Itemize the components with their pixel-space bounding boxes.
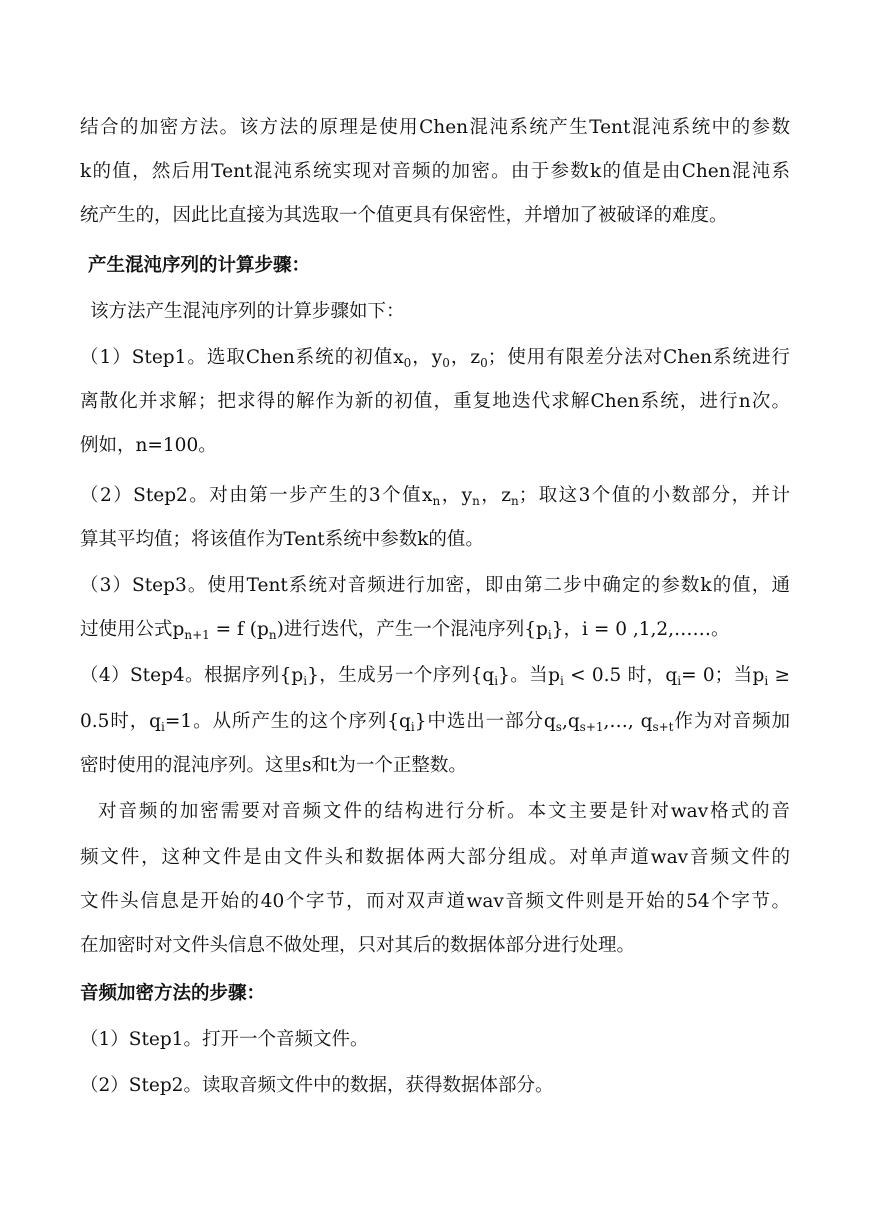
- step3-line: 过使用公式$p_{n+1} = f$ $(p_n)$进行迭代，产生一个混沌序列$\{p_i\}$，i = 0 ,1,2,……。: [80, 619, 730, 642]
- step3-line: （3）Step3。使用Tent系统对音频进行加密，即由第二步中确定的参数k的值，通: [80, 575, 790, 596]
- paragraph-line: k的值，然后用Tent混沌系统实现对音频的加密。由于参数k的值是由Chen混沌系: [80, 161, 790, 182]
- step4-line: （4）Step4。根据序列$\{p_i\}$，生成另一个序列$\{q_i\}$。当$p_i < 0.5$ 时，$q_i= 0$；当$p_i$ ≥: [80, 665, 790, 688]
- intro-line: 该方法产生混沌序列的计算步骤如下：: [90, 301, 405, 322]
- enc-step-line: （2）Step2。读取音频文件中的数据，获得数据体部分。: [80, 1075, 554, 1096]
- paragraph-line: 在加密时对文件头信息不做处理，只对其后的数据体部分进行处理。: [80, 935, 636, 956]
- paragraph-line: 文件头信息是开始的40个字节，而对双声道wav音频文件则是开始的54个字节。: [80, 891, 790, 912]
- step1-line: 例如，n=100。: [80, 435, 217, 456]
- paragraph-line: 结合的加密方法。该方法的原理是使用Chen混沌系统产生Tent混沌系统中的参数: [80, 117, 790, 138]
- step1-line: 离散化并求解；把求得的解作为新的初值，重复地迭代求解Chen系统，进行n次。: [80, 391, 790, 412]
- paragraph-line: 统产生的，因此比直接为其选取一个值更具有保密性，并增加了被破译的难度。: [80, 205, 728, 226]
- step2-line: （2）Step2。对由第一步产生的3个值$x_n$，$y_n$，$z_n$；取这3个值的小数部分，并计: [80, 485, 790, 508]
- step4-line: 密时使用的混沌序列。这里s和t为一个正整数。: [80, 755, 467, 776]
- paragraph-line: 对音频的加密需要对音频文件的结构进行分析。本文主要是针对wav格式的音: [98, 801, 790, 822]
- step4-line: 0.5时，$q_i=1$。从所产生的这个序列$\{q_i\}$中选出一部分$q_s,q_{s+1},\dots$, $q_{s+t}$作为对音频加: [80, 711, 790, 734]
- section-heading: 产生混沌序列的计算步骤：: [88, 255, 311, 276]
- paragraph-line: 频文件，这种文件是由文件头和数据体两大部分组成。对单声道wav音频文件的: [80, 847, 790, 868]
- step1-line: （1）Step1。选取Chen系统的初值$x_0$，$y_0$，$z_0$；使用有限差分法对Chen系统进行: [80, 347, 791, 370]
- enc-step-line: （1）Step1。打开一个音频文件。: [80, 1029, 369, 1050]
- section-heading: 音频加密方法的步骤：: [80, 983, 266, 1004]
- step2-line: 算其平均值；将该值作为Tent系统中参数k的值。: [80, 529, 484, 550]
